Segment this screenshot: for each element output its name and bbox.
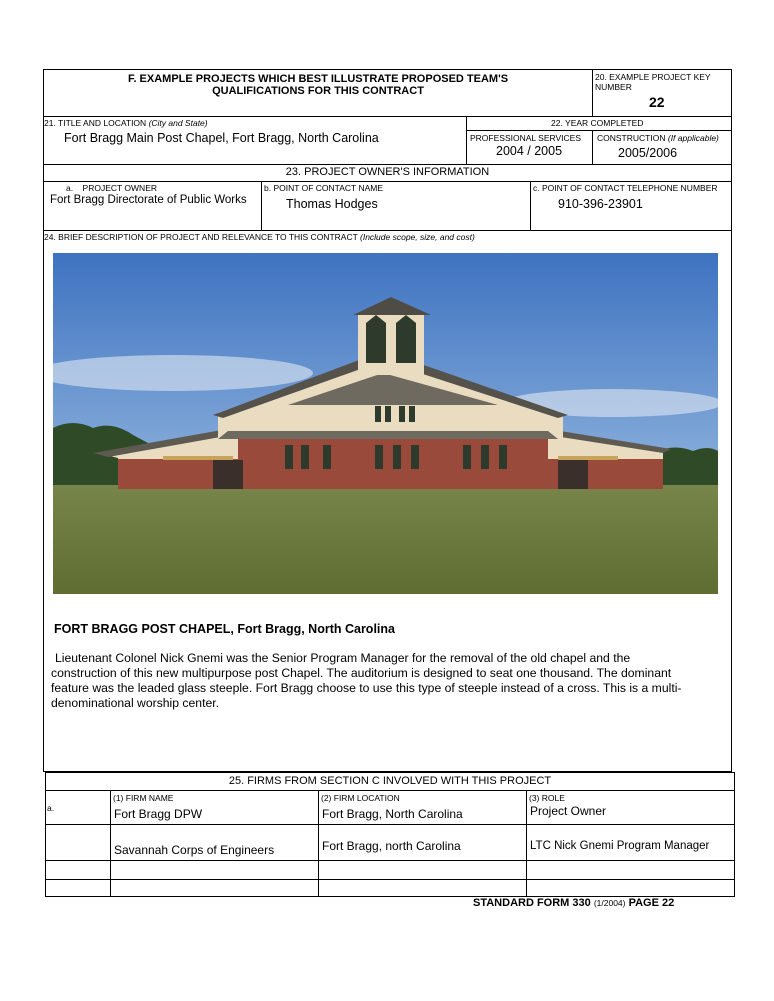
project-description: [51, 651, 726, 711]
firm-name: Fort Bragg DPW: [114, 807, 203, 821]
firm-role: Project Owner: [530, 804, 607, 818]
row-marker: a.: [47, 803, 55, 813]
project-owner-label: a. PROJECT OWNER: [66, 183, 158, 193]
owner-info-title: 23. PROJECT OWNER'S INFORMATION: [285, 166, 490, 178]
project-heading: FORT BRAGG POST CHAPEL, Fort Bragg, North Carolina: [54, 622, 395, 636]
contact-phone-value: 910-396-23901: [558, 197, 643, 211]
construction-value: 2005/2006: [618, 146, 678, 160]
description-line: denominational worship center.: [51, 696, 220, 710]
description-line: construction of this new multipurpose post Chapel. The auditorium is designed to seat one thousand. The dominant: [51, 666, 672, 680]
divider: [592, 130, 593, 164]
divider: [45, 824, 735, 825]
description-label: 24. BRIEF DESCRIPTION OF PROJECT AND RELEVANCE TO THIS CONTRACT (Include scope, size, and cost): [44, 232, 475, 242]
divider: [43, 181, 732, 182]
firm-location: Fort Bragg, North Carolina: [322, 807, 463, 821]
chapel-photo: [53, 253, 718, 594]
title-location-value: Fort Bragg Main Post Chapel, Fort Bragg, North Carolina: [64, 131, 379, 145]
firm-name: Savannah Corps of Engineers: [114, 843, 275, 857]
firm-role: LTC Nick Gnemi Program Manager: [530, 840, 710, 852]
section-title-line1: F. EXAMPLE PROJECTS WHICH BEST ILLUSTRATE PROPOSED TEAM'S: [127, 73, 509, 85]
professional-services-value: 2004 / 2005: [496, 144, 563, 158]
divider: [45, 879, 735, 880]
contact-name-label: b. POINT OF CONTACT NAME: [264, 183, 384, 193]
form-footer: STANDARD FORM 330 (1/2004) PAGE 22: [473, 897, 675, 909]
construction-label: CONSTRUCTION (If applicable): [597, 133, 719, 143]
description-line: Lieutenant Colonel Nick Gnemi was the Senior Program Manager for the removal of the old chapel and the: [55, 651, 631, 665]
divider: [526, 790, 527, 897]
divider: [318, 790, 319, 897]
description-line: feature was the leaded glass steeple. Fort Bragg choose to use this type of steeple instead of a cross. This is a multi-: [51, 681, 682, 695]
contact-phone-label: c. POINT OF CONTACT TELEPHONE NUMBER: [533, 183, 718, 193]
section-title-line2: QUALIFICATIONS FOR THIS CONTRACT: [212, 85, 424, 97]
professional-services-label: PROFESSIONAL SERVICES: [470, 133, 582, 143]
firm-location-header: (2) FIRM LOCATION: [321, 793, 400, 803]
key-number-label: 20. EXAMPLE PROJECT KEY NUMBER: [595, 72, 711, 92]
project-owner-value: Fort Bragg Directorate of Public Works: [50, 194, 247, 206]
divider: [530, 181, 531, 230]
divider: [45, 860, 735, 861]
firm-name-header: (1) FIRM NAME: [113, 793, 174, 803]
key-number-cell: [592, 70, 732, 116]
year-completed-label: 22. YEAR COMPLETED: [551, 118, 644, 128]
divider: [261, 181, 262, 230]
contact-name-value: Thomas Hodges: [286, 197, 378, 211]
divider: [43, 230, 732, 231]
divider: [45, 790, 735, 791]
key-number-value: 22: [649, 94, 665, 110]
firm-role-header: (3) ROLE: [529, 793, 565, 803]
divider: [110, 790, 111, 897]
divider: [466, 130, 732, 131]
title-location-label: 21. TITLE AND LOCATION (City and State): [44, 118, 208, 128]
firm-location: Fort Bragg, north Carolina: [322, 839, 461, 853]
divider: [43, 164, 732, 165]
firms-title: 25. FIRMS FROM SECTION C INVOLVED WITH THIS PROJECT: [228, 775, 552, 787]
section-title: [44, 73, 592, 97]
